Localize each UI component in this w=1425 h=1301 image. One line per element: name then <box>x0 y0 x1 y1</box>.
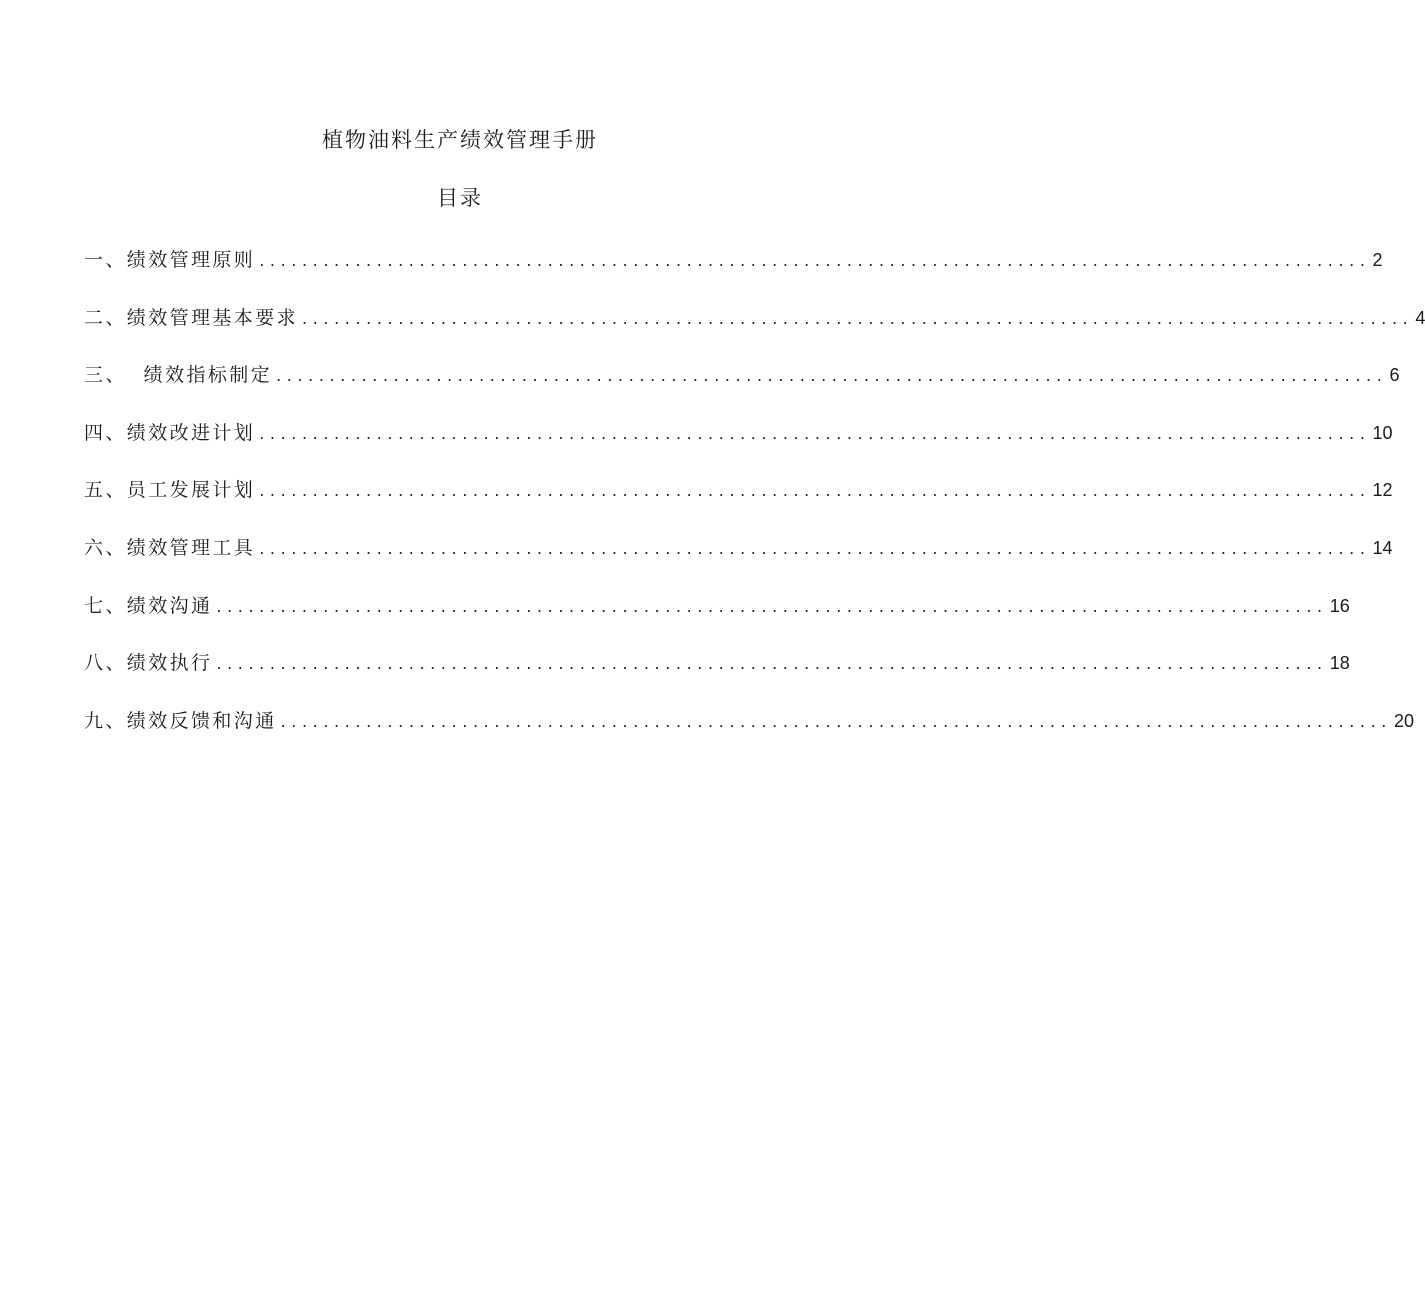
toc-leader-dots: ........................................................................................................ <box>259 251 1371 270</box>
toc-entry[interactable] <box>84 647 1350 679</box>
toc-entry[interactable] <box>84 705 1414 737</box>
toc-entry-page: 2 <box>1372 250 1383 270</box>
toc-leader-dots: ........................................................................................................ <box>259 481 1371 501</box>
toc-entry-page: 16 <box>1329 595 1350 616</box>
toc-entry[interactable] <box>84 302 1425 334</box>
toc-entry-page: 20 <box>1393 710 1414 731</box>
toc-entry[interactable] <box>84 244 1383 276</box>
toc-entry-page: 18 <box>1329 653 1350 674</box>
toc-entry[interactable] <box>84 474 1393 506</box>
toc-entry-label: 七、绩效沟通 <box>84 594 213 617</box>
toc-entry[interactable] <box>84 532 1393 564</box>
toc-entry[interactable] <box>84 417 1393 449</box>
toc-entry-label: 六、绩效管理工具 <box>84 536 256 559</box>
toc-entry-page: 6 <box>1389 365 1400 386</box>
toc-entry-label: 二、绩效管理基本要求 <box>84 306 299 329</box>
toc-leader-dots: ........................................................................................................ <box>259 423 1371 443</box>
toc-leader-dots: ........................................................................................................ <box>276 366 1388 386</box>
toc-entry[interactable] <box>84 359 1400 391</box>
toc-entry-page: 14 <box>1372 537 1393 558</box>
toc-leader-dots: ........................................................................................................ <box>259 538 1371 558</box>
toc-entry-label: 四、绩效改进计划 <box>84 421 256 444</box>
toc-entry-page: 12 <box>1372 480 1393 501</box>
toc-entry-label: 一、绩效管理原则 <box>84 249 256 271</box>
toc-heading: 目录 <box>437 186 483 210</box>
toc-entry-label: 九、绩效反馈和沟通 <box>84 709 277 732</box>
table-of-contents <box>84 244 1425 762</box>
toc-entry-label: 五、员工发展计划 <box>84 479 256 502</box>
toc-entry-label: 三、 绩效指标制定 <box>84 364 273 387</box>
toc-leader-dots: ........................................................................................................ <box>216 654 1328 674</box>
toc-entry-page: 4 <box>1415 307 1425 328</box>
toc-leader-dots: ........................................................................................................ <box>302 308 1414 328</box>
toc-leader-dots: ........................................................................................................ <box>280 711 1392 731</box>
document-title: 植物油料生产绩效管理手册 <box>322 128 598 152</box>
toc-entry[interactable] <box>84 590 1350 622</box>
toc-entry-page: 10 <box>1372 422 1393 443</box>
toc-leader-dots: ........................................................................................................ <box>216 596 1328 616</box>
toc-entry-label: 八、绩效执行 <box>84 652 213 675</box>
